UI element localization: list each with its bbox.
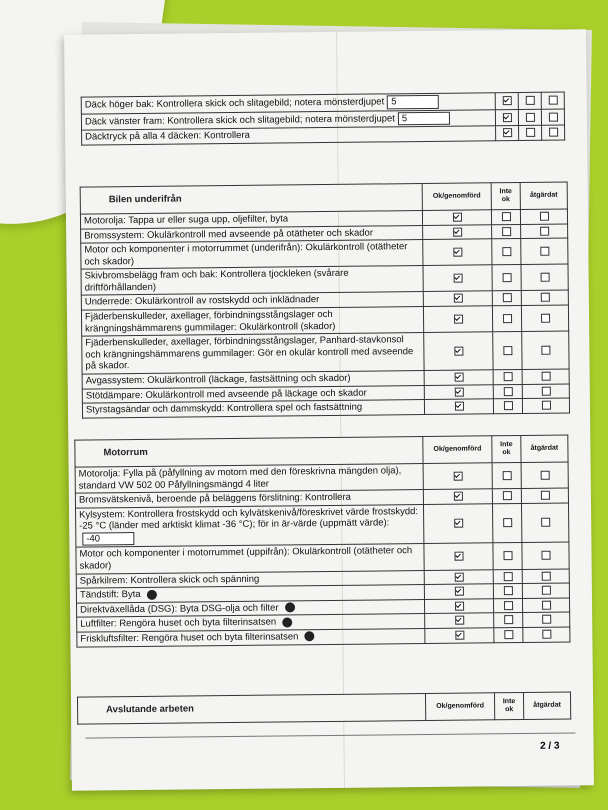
item-label: Fjäderbenskulleder, axellager, förbindningsstångslager, Panhard-stavkonsol och krängningshämmarens gummilager: Gör en okulär kontroll med avseende på skador. [85,334,414,372]
checkbox-checked[interactable] [454,346,463,355]
checkbox-empty[interactable] [503,572,512,581]
checkbox-empty[interactable] [540,293,549,302]
item-label: Direktväxellåda (DSG): Byta DSG-olja och filter [80,602,279,616]
checkbox-empty[interactable] [540,226,549,235]
item-label: Bromsvätskenivå, beroende på beläggens förslitning: Kontrollera [78,491,351,506]
item-label: Motor och komponenter i motorrummet (underifrån): Okulärkontroll (otätheter och skador) [84,241,408,268]
column-header-done: Ok/genomförd [422,183,491,211]
column-header-action: åtgärdat [520,182,567,209]
item-label: Däck höger bak: Kontrollera skick och slitagebild; notera mönsterdjupet [84,96,385,111]
measured-value-field[interactable]: 5 [387,95,439,109]
checklist-page [64,29,594,790]
checkbox-checked[interactable] [453,227,462,236]
checkbox-checked[interactable] [455,631,464,640]
checkbox-empty[interactable] [503,387,512,396]
checkbox-empty[interactable] [542,615,551,624]
checkbox-checked[interactable] [453,274,462,283]
checkbox-empty[interactable] [501,212,510,221]
checkbox-checked[interactable] [454,587,463,596]
column-header-not-ok: Inte ok [492,435,521,462]
checkbox-checked[interactable] [502,96,511,105]
item-label: Kylsystem: Kontrollera frostskydd och kylvätskenivå/föreskrivet värde frostskydd: -25 °C (länder med arktiskt klimat -36 °C); för in är-värde (uppmätt värde): [79,505,419,532]
checkbox-checked[interactable] [454,572,463,581]
checklist-item [75,464,423,494]
checkbox-empty[interactable] [502,471,511,480]
marker-dot-icon [285,603,295,613]
column-header-not-ok: Inte ok [491,182,520,209]
checklist-item [77,628,425,646]
footer-line [85,732,575,738]
checklist-item [81,266,423,296]
column-header-action: åtgärdat [521,435,568,462]
checkbox-empty[interactable] [539,212,548,221]
marker-dot-icon [147,590,157,600]
item-label: Stötdämpare: Okulärkontroll med avseende på läckage och skador [85,387,367,402]
checkbox-empty[interactable] [540,470,549,479]
item-label: Bromssystem: Okulärkontroll med avseende på otätheter och skador [84,227,374,242]
checkbox-checked[interactable] [454,314,463,323]
checklist-item [82,333,424,374]
checkbox-empty[interactable] [541,518,550,527]
checkbox-empty[interactable] [502,227,511,236]
checkbox-empty[interactable] [502,247,511,256]
checkbox-empty[interactable] [503,401,512,410]
checklist-row [82,331,569,374]
section-title: Avslutande arbeten [77,694,425,725]
checkbox-empty[interactable] [502,294,511,303]
checkbox-empty[interactable] [504,601,513,610]
checkbox-checked[interactable] [454,373,463,382]
item-label: Underrede: Okulärkontroll av rostskydd och inklädnader [84,294,320,309]
checkbox-empty[interactable] [540,247,549,256]
item-label: Styrstagsändar och dammskydd: Kontrollera spel och fastsättning [85,401,363,416]
checkbox-empty[interactable] [541,586,550,595]
checkbox-empty[interactable] [525,112,534,121]
underside-table [80,181,570,418]
section-header [77,692,570,724]
item-label: Motorolja: Fylla på (påfyllning av motorn med den föreskrivna mängden olja), standard VW 502 00 Påfyllningsmängd 4 liter [78,465,402,492]
checklist-item [82,126,496,145]
checklist-item [81,240,423,270]
checkbox-checked[interactable] [454,552,463,561]
checkbox-empty[interactable] [548,112,557,121]
checkbox-empty[interactable] [541,313,550,322]
checkbox-empty[interactable] [504,630,513,639]
item-label: Avgassystem: Okulärkontroll (läckage, fastsättning och skador) [85,372,351,387]
item-label: Spårkilrem: Kontrollera skick och spänning [79,573,260,587]
item-label: Däcktryck på alla 4 däcken: Kontrollera [85,129,250,143]
item-label: Motorolja: Tappa ur eller suga upp, oljefilter, byta [83,213,289,227]
checkbox-checked[interactable] [453,492,462,501]
checkbox-checked[interactable] [454,387,463,396]
checkbox-empty[interactable] [548,96,557,105]
checkbox-empty[interactable] [541,401,550,410]
checkbox-empty[interactable] [525,96,534,105]
column-header-done: Ok/genomförd [425,693,494,721]
item-label: Skivbromsbelägg fram och bak: Kontrollera tjockleken (svårare driftförhållanden) [84,268,349,294]
checkbox-checked[interactable] [455,601,464,610]
checkbox-checked[interactable] [452,213,461,222]
checkbox-empty[interactable] [503,372,512,381]
item-label: Fjäderbenskulleder, axellager, förbindningsstångslager och krängningshämmarens gummilager: Okulärkontroll (skador) [84,309,336,335]
checkbox-empty[interactable] [503,586,512,595]
page-number: 2 / 3 [540,740,560,752]
checkbox-empty[interactable] [503,314,512,323]
checkbox-checked[interactable] [502,113,511,122]
column-header-action: åtgärdat [523,692,570,719]
checkbox-empty[interactable] [502,491,511,500]
checkbox-empty[interactable] [504,615,513,624]
tyre-table [81,92,565,146]
checkbox-empty[interactable] [540,273,549,282]
section-title: Bilen underifrån [80,184,422,215]
marker-dot-icon [304,632,314,642]
checkbox-checked[interactable] [454,519,463,528]
checklist-row [76,503,569,548]
marker-dot-icon [282,617,292,627]
checkbox-empty[interactable] [541,551,550,560]
column-header-not-ok: Inte ok [494,692,523,719]
checkbox-checked[interactable] [503,128,512,137]
checkbox-checked[interactable] [453,248,462,257]
checkbox-empty[interactable] [549,128,558,137]
checklist-item [76,544,424,574]
checkbox-empty[interactable] [526,128,535,137]
engine-table [74,434,570,647]
final-work-table [77,691,571,724]
checkbox-empty[interactable] [502,273,511,282]
checkbox-empty[interactable] [503,346,512,355]
section-title: Motorrum [75,437,423,468]
measured-value-field[interactable]: -40 [82,532,134,546]
item-label: Däck vänster fram: Kontrollera skick och slitagebild; notera mönsterdjupet [84,112,395,128]
checkbox-empty[interactable] [503,518,512,527]
checklist-item [81,307,423,337]
column-header-done: Ok/genomförd [423,436,492,464]
checklist-item [82,400,424,418]
checkbox-empty[interactable] [541,386,550,395]
checkbox-checked[interactable] [455,616,464,625]
checkbox-empty[interactable] [542,600,551,609]
checkbox-checked[interactable] [453,471,462,480]
checkbox-empty[interactable] [503,551,512,560]
checkbox-empty[interactable] [541,372,550,381]
checkbox-empty[interactable] [541,571,550,580]
checklist-item [76,504,424,547]
item-label: Tändstift: Byta [79,589,141,601]
checkbox-checked[interactable] [453,294,462,303]
checkbox-checked[interactable] [454,402,463,411]
measured-value-field[interactable]: 5 [398,111,450,125]
checkbox-empty[interactable] [541,345,550,354]
item-label: Motor och komponenter i motorrummet (uppifrån): Okulärkontroll (otätheter och skador) [79,545,413,572]
item-label: Luftfilter: Rengöra huset och byta filterinsatsen [80,616,277,630]
checkbox-empty[interactable] [542,630,551,639]
item-label: Friskluftsfilter: Rengöra huset och byta filterinsatsen [80,631,299,645]
checkbox-empty[interactable] [540,491,549,500]
